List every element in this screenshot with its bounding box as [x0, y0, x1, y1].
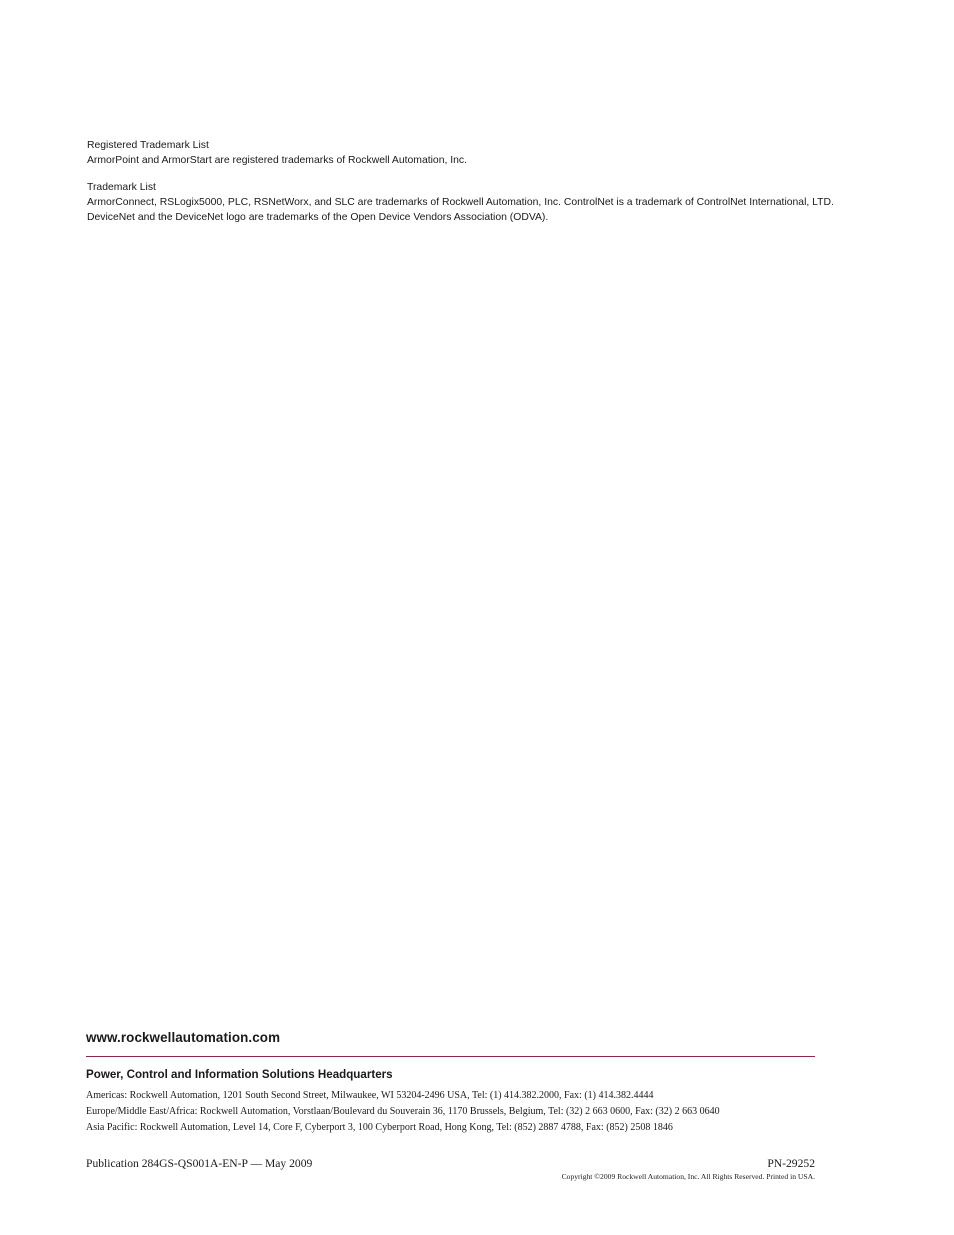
headquarters-addresses: [86, 1088, 826, 1136]
copyright-notice: Copyright ©2009 Rockwell Automation, Inc. All Rights Reserved. Printed in USA.: [561, 1172, 815, 1181]
registered-trademark-section: [87, 138, 847, 168]
publication-number: Publication 284GS-QS001A-EN-P — May 2009: [86, 1157, 313, 1170]
address-asia-pacific: Asia Pacific: Rockwell Automation, Level 14, Core F, Cyberport 3, 100 Cyberport Road, Hong Kong, Tel: (852) 2887 4788, Fax: (852) 2508 1846: [86, 1122, 673, 1133]
registered-trademark-text: ArmorPoint and ArmorStart are registered trademarks of Rockwell Automation, Inc.: [87, 155, 467, 166]
website-link[interactable]: www.rockwellautomation.com: [86, 1030, 281, 1045]
trademark-list-section: [87, 180, 847, 225]
address-americas: Americas: Rockwell Automation, 1201 South Second Street, Milwaukee, WI 53204-2496 USA, Tel: (1) 414.382.2000, Fax: (1) 414.382.4444: [86, 1090, 654, 1101]
trademark-list-heading: Trademark List: [87, 182, 156, 193]
part-number: PN-29252: [767, 1157, 815, 1170]
footer-divider: [86, 1056, 815, 1057]
headquarters-title: Power, Control and Information Solutions Headquarters: [86, 1068, 393, 1081]
address-emea: Europe/Middle East/Africa: Rockwell Automation, Vorstlaan/Boulevard du Souverain 36, 1170 Brussels, Belgium, Tel: (32) 2 663 0600, Fax: (32) 2 663 0640: [86, 1106, 720, 1117]
registered-trademark-heading: Registered Trademark List: [87, 140, 209, 151]
trademark-list-text: ArmorConnect, RSLogix5000, PLC, RSNetWorx, and SLC are trademarks of Rockwell Automation, Inc. ControlNet is a trademark of ControlNet International, LTD. DeviceNet and the DeviceNet logo are trademarks of the Open Device Vendors Association (ODVA).: [87, 197, 834, 223]
